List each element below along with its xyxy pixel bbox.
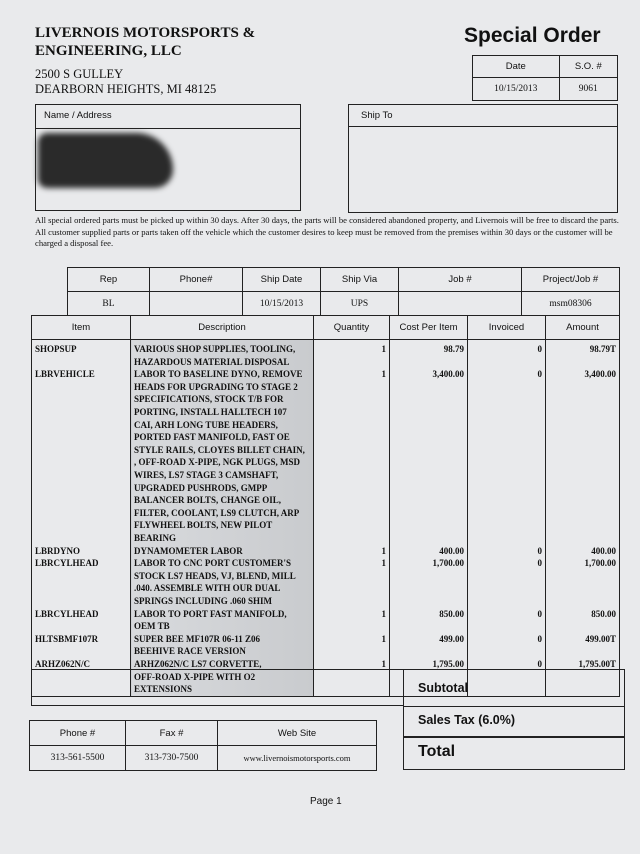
note-pickup: All special ordered parts must be picked up within 30 days. After 30 days, the parts will be considered abandoned property, and Livernois will be free to discard the parts. <box>35 215 619 225</box>
so-number: 9061 <box>559 78 617 101</box>
item-amount: 850.00 <box>591 608 616 619</box>
address-line1: 2500 S GULLEY <box>35 67 124 81</box>
invoiced-header: Invoiced <box>468 316 546 340</box>
contact-fax: 313-730-7500 <box>126 746 218 771</box>
item-qty: 1 <box>381 658 386 669</box>
item-column <box>35 340 127 696</box>
item-cost: 1,700.00 <box>432 558 464 569</box>
item-amount: 1,700.00 <box>584 558 616 569</box>
item-item: LBRDYNO <box>35 545 81 556</box>
order-info-table <box>472 55 618 101</box>
item-cost: 850.00 <box>439 608 464 619</box>
item-desc: LABOR TO CNC PORT CUSTOMER'S STOCK LS7 HEADS, VJ, BLEND, MILL .040. ASSEMBLE WITH OUR DUAL SPRINGS INCLUDING .060 SHIM <box>134 558 296 606</box>
item-amount: 499.00T <box>585 633 616 644</box>
item-cost: 1,795.00 <box>432 658 464 669</box>
cost-column <box>393 340 464 696</box>
contact-website[interactable]: www.livernoismotorsports.com <box>218 746 377 771</box>
company-name-line1: LIVERNOIS MOTORSPORTS & <box>35 25 256 41</box>
sales-tax-label: Sales Tax (6.0%) <box>418 713 516 727</box>
company-name-line2: ENGINEERING, LLC <box>35 43 182 59</box>
item-header: Item <box>32 316 131 340</box>
phone-value <box>150 292 243 316</box>
job-header: Job # <box>399 268 522 292</box>
item-cost: 3,400.00 <box>432 369 464 380</box>
address-line2: DEARBORN HEIGHTS, MI 48125 <box>35 82 217 96</box>
name-address-box <box>35 104 301 211</box>
document-title: Special Order <box>464 24 601 47</box>
contact-phone-header: Phone # <box>30 721 126 746</box>
description-header: Description <box>131 316 314 340</box>
date-label: Date <box>473 56 560 78</box>
ship-to-label: Ship To <box>349 105 617 127</box>
item-item: SHOPSUP <box>35 344 77 354</box>
rep-header: Rep <box>68 268 150 292</box>
company-address <box>35 67 216 97</box>
amount-header: Amount <box>546 316 620 340</box>
ship-via-header: Ship Via <box>321 268 399 292</box>
item-desc: VARIOUS SHOP SUPPLIES, TOOLING, HAZARDOUS MATERIAL DISPOSAL <box>134 344 296 367</box>
page-number: Page 1 <box>310 796 342 807</box>
name-address-label: Name / Address <box>36 105 300 129</box>
note-disposal: All customer supplied parts or parts taken off the vehicle which the customer desires to keep must be removed from the premises within 30 days or the customer will be charged a disposal fee. <box>35 226 613 248</box>
contact-fax-header: Fax # <box>126 721 218 746</box>
item-item: LBRCYLHEAD <box>35 608 99 619</box>
item-qty: 1 <box>381 558 386 569</box>
cost-header: Cost Per Item <box>390 316 468 340</box>
phone-header: Phone# <box>150 268 243 292</box>
item-qty: 1 <box>381 608 386 619</box>
quantity-header: Quantity <box>314 316 390 340</box>
project-job-value: msm08306 <box>522 292 620 316</box>
item-cost: 98.79 <box>443 344 464 354</box>
invoiced-column <box>471 340 542 696</box>
item-qty: 1 <box>381 633 386 644</box>
contact-phone: 313-561-5500 <box>30 746 126 771</box>
ship-to-box <box>348 104 618 213</box>
totals-box <box>403 669 625 770</box>
amount-column <box>549 340 616 696</box>
item-desc: SUPER BEE MF107R 06-11 Z06 BEEHIVE RACE VERSION <box>134 633 261 657</box>
rep-value: BL <box>68 292 150 316</box>
totals-blank <box>31 669 404 706</box>
order-date: 10/15/2013 <box>473 78 560 101</box>
item-desc: ARHZ062N/C LS7 CORVETTE, OFF-ROAD X-PIPE WITH O2 EXTENSIONS <box>134 658 262 695</box>
item-desc: LABOR TO PORT FAST MANIFOLD, OEM TB <box>134 608 287 632</box>
items-table <box>31 315 620 697</box>
notes <box>35 215 620 250</box>
item-amount: 400.00 <box>591 545 616 556</box>
item-amount: 1,795.00T <box>578 658 616 669</box>
item-inv: 0 <box>537 344 542 354</box>
item-item: ARHZ062N/C <box>35 658 91 669</box>
item-inv: 0 <box>537 608 542 619</box>
total-label: Total <box>418 743 456 760</box>
quantity-column <box>317 340 386 696</box>
item-qty: 1 <box>381 545 386 556</box>
contact-website-header: Web Site <box>218 721 377 746</box>
subtotal-label: Subtotal <box>418 681 468 695</box>
ship-date-header: Ship Date <box>243 268 321 292</box>
item-item: LBRCYLHEAD <box>35 558 99 569</box>
job-value <box>399 292 522 316</box>
project-job-header: Project/Job # <box>522 268 620 292</box>
item-qty: 1 <box>381 369 386 380</box>
item-inv: 0 <box>537 545 542 556</box>
item-item: HLTSBMF107R <box>35 633 99 644</box>
item-cost: 400.00 <box>439 545 464 556</box>
item-inv: 0 <box>537 658 542 669</box>
item-amount: 3,400.00 <box>584 369 616 380</box>
description-column <box>134 340 310 696</box>
item-cost: 499.00 <box>439 633 464 644</box>
item-inv: 0 <box>537 633 542 644</box>
item-inv: 0 <box>537 369 542 380</box>
contact-table <box>29 720 377 771</box>
item-item: LBRVEHICLE <box>35 369 95 380</box>
redacted-name <box>38 133 173 188</box>
item-amount: 98.79T <box>589 344 616 354</box>
ship-via-value: UPS <box>321 292 399 316</box>
so-label: S.O. # <box>559 56 617 78</box>
ship-date-value: 10/15/2013 <box>243 292 321 316</box>
item-desc: LABOR TO BASELINE DYNO, REMOVE HEADS FOR UPGRADING TO STAGE 2 SPECIFICATIONS, STOCK T/B FOR PORTING, INSTALL HALLTECH 107 CAI, ARH LONG TUBE HEADERS, PORTED FAST MANIFOLD, FAST OE STYLE RAILS, CLOYES BILLET CHAIN, , OFF-ROAD X-PIPE, NGK PLUGS, MSD WIRES, LS7 STAGE 3 CAMSHAFT, UPGRADED PUSHRODS, GMPP BALANCER BOLTS, CHANGE OIL, FILTER, COOLANT, LS9 CLUTCH, ARP FLYWHEEL BOLTS, NEW PILOT BEARING <box>134 369 305 543</box>
shipping-table <box>67 267 620 316</box>
item-desc: DYNAMOMETER LABOR <box>134 545 243 556</box>
item-inv: 0 <box>537 558 542 569</box>
company-name <box>35 24 255 60</box>
item-qty: 1 <box>381 344 386 354</box>
